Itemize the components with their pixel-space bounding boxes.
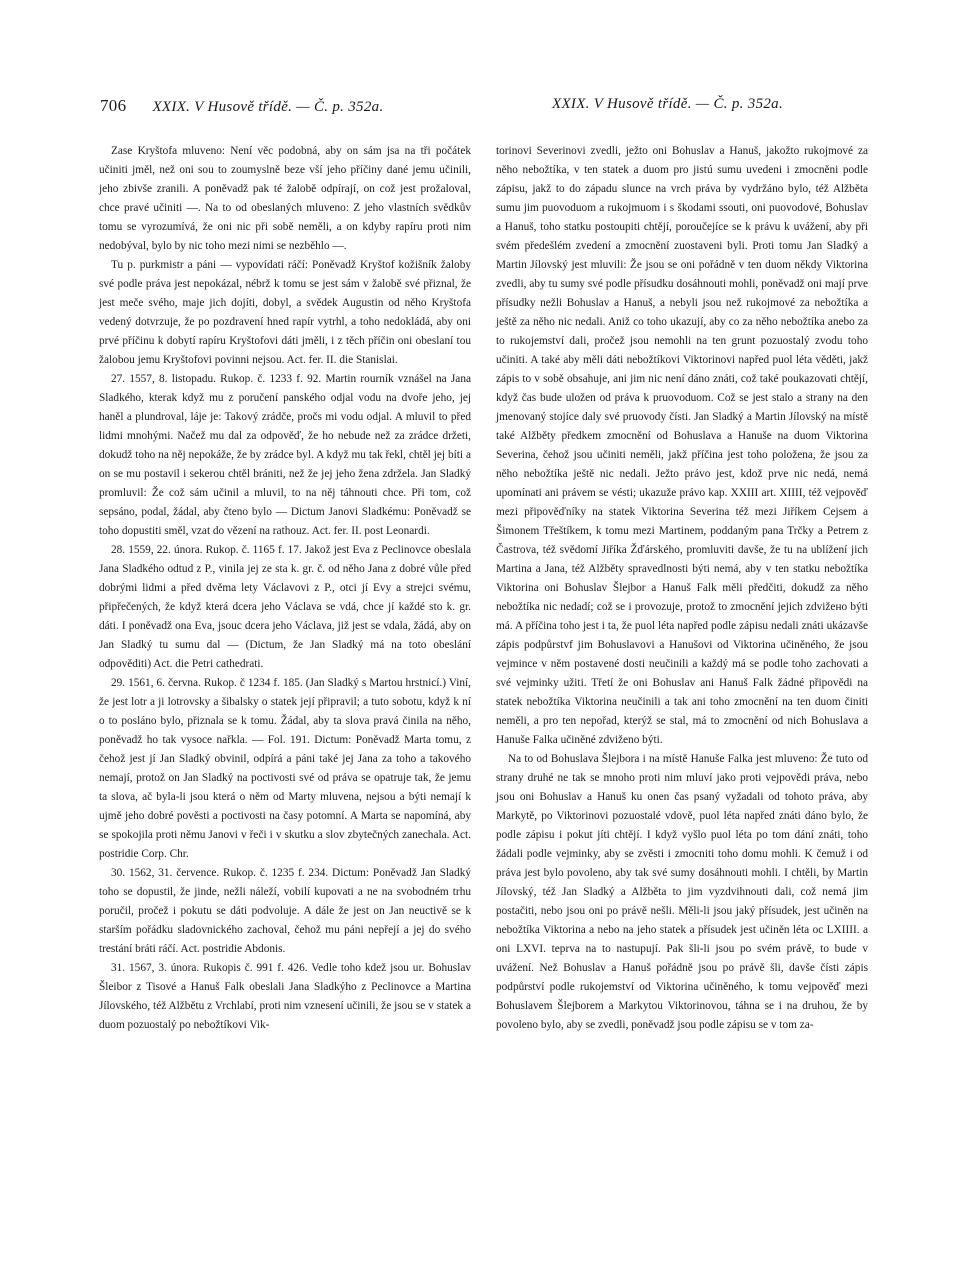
paragraph: torinovi Severinovi zvedli, ježto oni Bohuslav a Hanuš, jakožto rukojmové za něho nebožtíka, v ten statek a duom pro jistú sumu uvedeni i zmocněni podle zápisu, jakž to do západu slunce na vrch práva by vydržáno bylo, též Alžběta sumu jim puovoduom a rukojmuom i s škodami ssouti, oni puovodové, Bohuslav a Hanuš, toho statku postoupiti chtějí, poroučejíce se k právu k uvážení, aby při svém předešlém zvedení a zmocnění zuostaveni byli. Proti tomu Jan Sladký a Martin Jílovský jest mluvili: Že jsou se oni pořádně v ten duom někdy Viktorina zvedli, aby tu sumy své podle přísudku dosáhnouti mohli, poněvadž oni mají prve přísudky nežli Bohuslav a Hanuš, a nebyli jsou než rukojmové za nebožtíka a ještě za něho nic nedali. Aniž co toho ukazují, aby co za něho nebožtíka anebo za to rukojemství dali, pročež jsou nemohli na ten grunt pozuostalý zvodu toho učiniti. A také aby měli dáti nebožtíkovi Viktorinovi napřed puol léta věděti, jakž zápis to v sobě obsahuje, ani jim nic není dáno znáti, což také poukazovati chtějí, když čas bude uložen od práva k pruovoduom. Což se jest stalo a strany na den jmenovaný stojíce daly své pruovody čísti. Jan Sladký a Martin Jílovský na místě také Alžběty předkem zmocnění od Bohuslava a Hanuše na duom Viktorina Severina, čehož jsou učiniti neměli, jakž příčina jest toho položena, že jsou za něho nebožtíka ještě nic nedali. Ježto právo jest, kdož prve nic nedá, nemá upomínati ani právem se vésti; ukazuže právo kap. XXIII art. XIIII, též vejpověď mezi připověďníky na statek Viktorina Severina též mezi Jiříkem Cejsem a Šimonem Třeštíkem, k tomu mezi Martinem, poddaným pana Trčky a Petrem z Častrova, též svědomí Jiříka Žďárského, promluviti davše, že tu na ublížení jich Martina a Jana, též Alžběty spravedlnosti býti nemá, aby v ten statku nebožtíka Viktorina oni Bohuslav Šlejbor a Hanuš Falk měli předčiti, dokudž za něho nebožtíka nic nedadí; což se i provozuje, protož to zmocnění jejich zdvižено býti má. A příčina toho jest i ta, že puol léta napřed podle zápisu nedali znáti ukázavše zápis podpůrstvf jim Bohuslavovi a Hanušovi od Viktorina učiněného, že jsou vejmince v něm postavené dosti neučinili a každý má se podle toho zachovati a své vejminky užiti. Třetí že oni Bohuslav ani Hanuš Falk žádné připovědi na statek nebožtíka Viktorina neučinili a tak ani toho zmocnění na ten duom činiti neměli, a pro ten nepořad, kterýž se stal, má to zmocnění od nich Bohuslava a Hanuše Falka učiněné zdviženo býti.: [496, 145, 868, 746]
paragraph: Tu p. purkmistr a páni — vypovídati ráčí: Poněvadž Kryštof kožišník žaloby své podle práva jest nepokázal, nébrž k tomu se jest sám v žalobě své přiznal, že jest meče svého, maje jich dojíti, dobyl, a svědek Augustin od něho Kryštofa vedený dotvrzuje, že po pozdravení hned rapír vytrhl, a toho nedokládá, aby oni prvé příčinu k dobytí rapíru Kryštofovi dáti jměli, i z těch příčin oni obeslaní tou žalobou jemu Kryštofovi povinni nejsou. Act. fer. II. die Stanislai.: [99, 259, 471, 366]
paragraph: Na to od Bohuslava Šlejbora i na místě Hanuše Falka jest mluveno: Že tuto od strany druhé ne tak se mnoho proti nim mluví jako proti vejpovědi práva, nebo jsou oni Bohuslav a Hanuš ku onen čas psaný vyžadali od tohoto práva, aby Markytě, po Viktorinovi pozuostalé vdově, puol léta napřed znáti dáno bylo, že podle zápisu i pokut jíti chtějí. I když vyšlo puol léta po tom dání znáti, toho žádali podle vejminky, aby se zvěsti i zmocniti toho domu mohli. K čemuž i od práva jest bylo povoleno, aby tak své sumy dosáhnouti mohli. I chtěli, by Martin Jílovský, též Jan Sladký a Alžběta to jim vyzdvihnouti dali, což nemá jim postačiti, nebo jsou oni po právě nešli. Měli-li jsou jaký přísudek, jest učiněn na nebožtíka Viktorina a nebo na jeho statek a přísudek jest učiněn léta oc LXIIII. a oni LXVI. teprva na to nastupují. Pak šli-li jsou po svém právě, to bude v uvážení. Než Bohuslav a Hanuš pořádně jsou po právě šli, davše čísti zápis podpůrství podle rukojemství od Viktorina učiněného, k tomu vejpověď mezi Bohuslavem Šlejborem a Markytou Viktorinovou, táhna se i na druhou, že by povoleno bylo, aby se zvedli, poněvadž jsou podle zápisu se v tom za-: [496, 753, 868, 1031]
running-title-left: XXIX. V Husově třídě. — Č. p. 352a.: [152, 99, 384, 115]
page-header-right: [552, 96, 872, 120]
paragraph: 28. 1559, 22. února. Rukop. č. 1165 f. 17. Jakož jest Eva z Peclinovce obeslala Jana Sladkého odtud z P., vinila jej ze sta k. gr. č. od něho Jana z dobré vůle před dobrými lidmi a před dvěma lety Václavovi z P., otci jí Evy a strejci svému, připřečených, že když která dcera jeho Václava se vdá, chce jí každé sto k. gr. dáti. I poněvadž ona Eva, jsouc dcera jeho Václava, již jest se vdala, žádá, aby on Jan Sladký tu sumu dal — (Dictum, že Jan Sladký má na toto obeslání odpověditi) Act. die Petri cathedrati.: [99, 544, 471, 670]
running-title-right: XXIX. V Husově třídě. — Č. p. 352a.: [552, 96, 784, 112]
page-number: 706: [100, 96, 127, 115]
page-header-left: [100, 96, 460, 120]
left-column: [99, 142, 471, 1035]
paragraph: 27. 1557, 8. listopadu. Rukop. č. 1233 f. 92. Martin rourník vznášel na Jana Sladkého, kterak když mu z poručení panského odjal vodu na dvoře jeho, jej haněl a plundroval, láje je: Takový zrádče, pročs mi vodu odjal. A mluvil to před lidmi mnohými. Načež mu dal za odpověď, že ho nebude než za zrádce držeti, dokudž toho na něj nepokáže, že by zrádce byl. A když mu tak řekl, chtěl jej bíti a on se mu postavil i sekerou chtěl brániti, než že jej jeho žena zdržela. Jan Sladký promluvil: Že což sám učinil a mluvil, to na něj táhnouti chce. Při tom, což sepsáno, podal, žádal, aby čteno bylo — Dictum Janovi Sladkému: Poněvadž se toho dopustiti směl, vzat do vězení na rathouz. Act. fer. II. post Leonardi.: [99, 373, 471, 537]
right-column: [496, 142, 868, 1035]
paragraph: 31. 1567, 3. února. Rukopis č. 991 f. 426. Vedle toho kdež jsou ur. Bohuslav Šleibor z Tisové a Hanuš Falk obeslali Jana Sladkýho z Peclinovce a Martina Jílovského, též Alžbětu z Vrchlabí, proti nim vznesení učinili, že jsou se v statek a duom pozuostalý po nebožtíkovi Vik-: [99, 962, 471, 1031]
paragraph: Zase Kryštofa mluveno: Není věc podobná, aby on sám jsa na tři počátek učiniti jměl, než oni sou to zoumyslně beze vší jeho příčiny dané jemu učinili, jeho zbivše zranili. A poněvadž pak té žalobě odpírají, on což jest prožaloval, chce pravé učiniti —. Na to od obeslaných mluveno: Z jeho vlastních svědkův tomu se vyrozumívá, že oni nic při sobě neměli, a on kdyby rapíru proti nim nedobýval, bylo by nic toho mezi nimi se nezběhlo —.: [99, 145, 471, 252]
paragraph: 29. 1561, 6. června. Rukop. č 1234 f. 185. (Jan Sladký s Martou hrstnicí.) Viní, že jest lotr a ji lotrovsky a šibalsky o statek její připravil; a tuto sobotu, když k ní o to posláno bylo, přiznala se k tomu. Žádal, aby ta slova pravá činila na něho, poněvadž ho tak vysoce nařkla. — Fol. 191. Dictum: Poněvadž Marta tomu, z čehož jest jí Jan Sladký obvinil, odpírá a páni také jej Jana za toho a takového nemají, protož on Jan Sladký na poctivosti své od práva se opatruje tak, že jemu ta slova, ač byla-li jsou která o něm od Marty mluvena, nejsou a býti nemají k ujmě jeho dobré pověsti a poctivosti na časy potomní. A Marta se napomíná, aby se spokojila proti němu Janovi v řeči i v skutku a slov zbytečných zanechala. Act. postridie Corp. Chr.: [99, 677, 471, 860]
paragraph: 30. 1562, 31. července. Rukop. č. 1235 f. 234. Dictum: Poněvadž Jan Sladký toho se dopustil, že jinde, nežli náleží, vobilí kupovati a ne na svobodném trhu poručil, pročež i pokutu se dáti podvoluje. A dále že jest on Jan neuctivě se k starším pořádku sladovnického zachoval, čehož mu páni nepřejí a jej do svého trestání bráti ráčí. Act. postridie Abdonis.: [99, 867, 471, 955]
